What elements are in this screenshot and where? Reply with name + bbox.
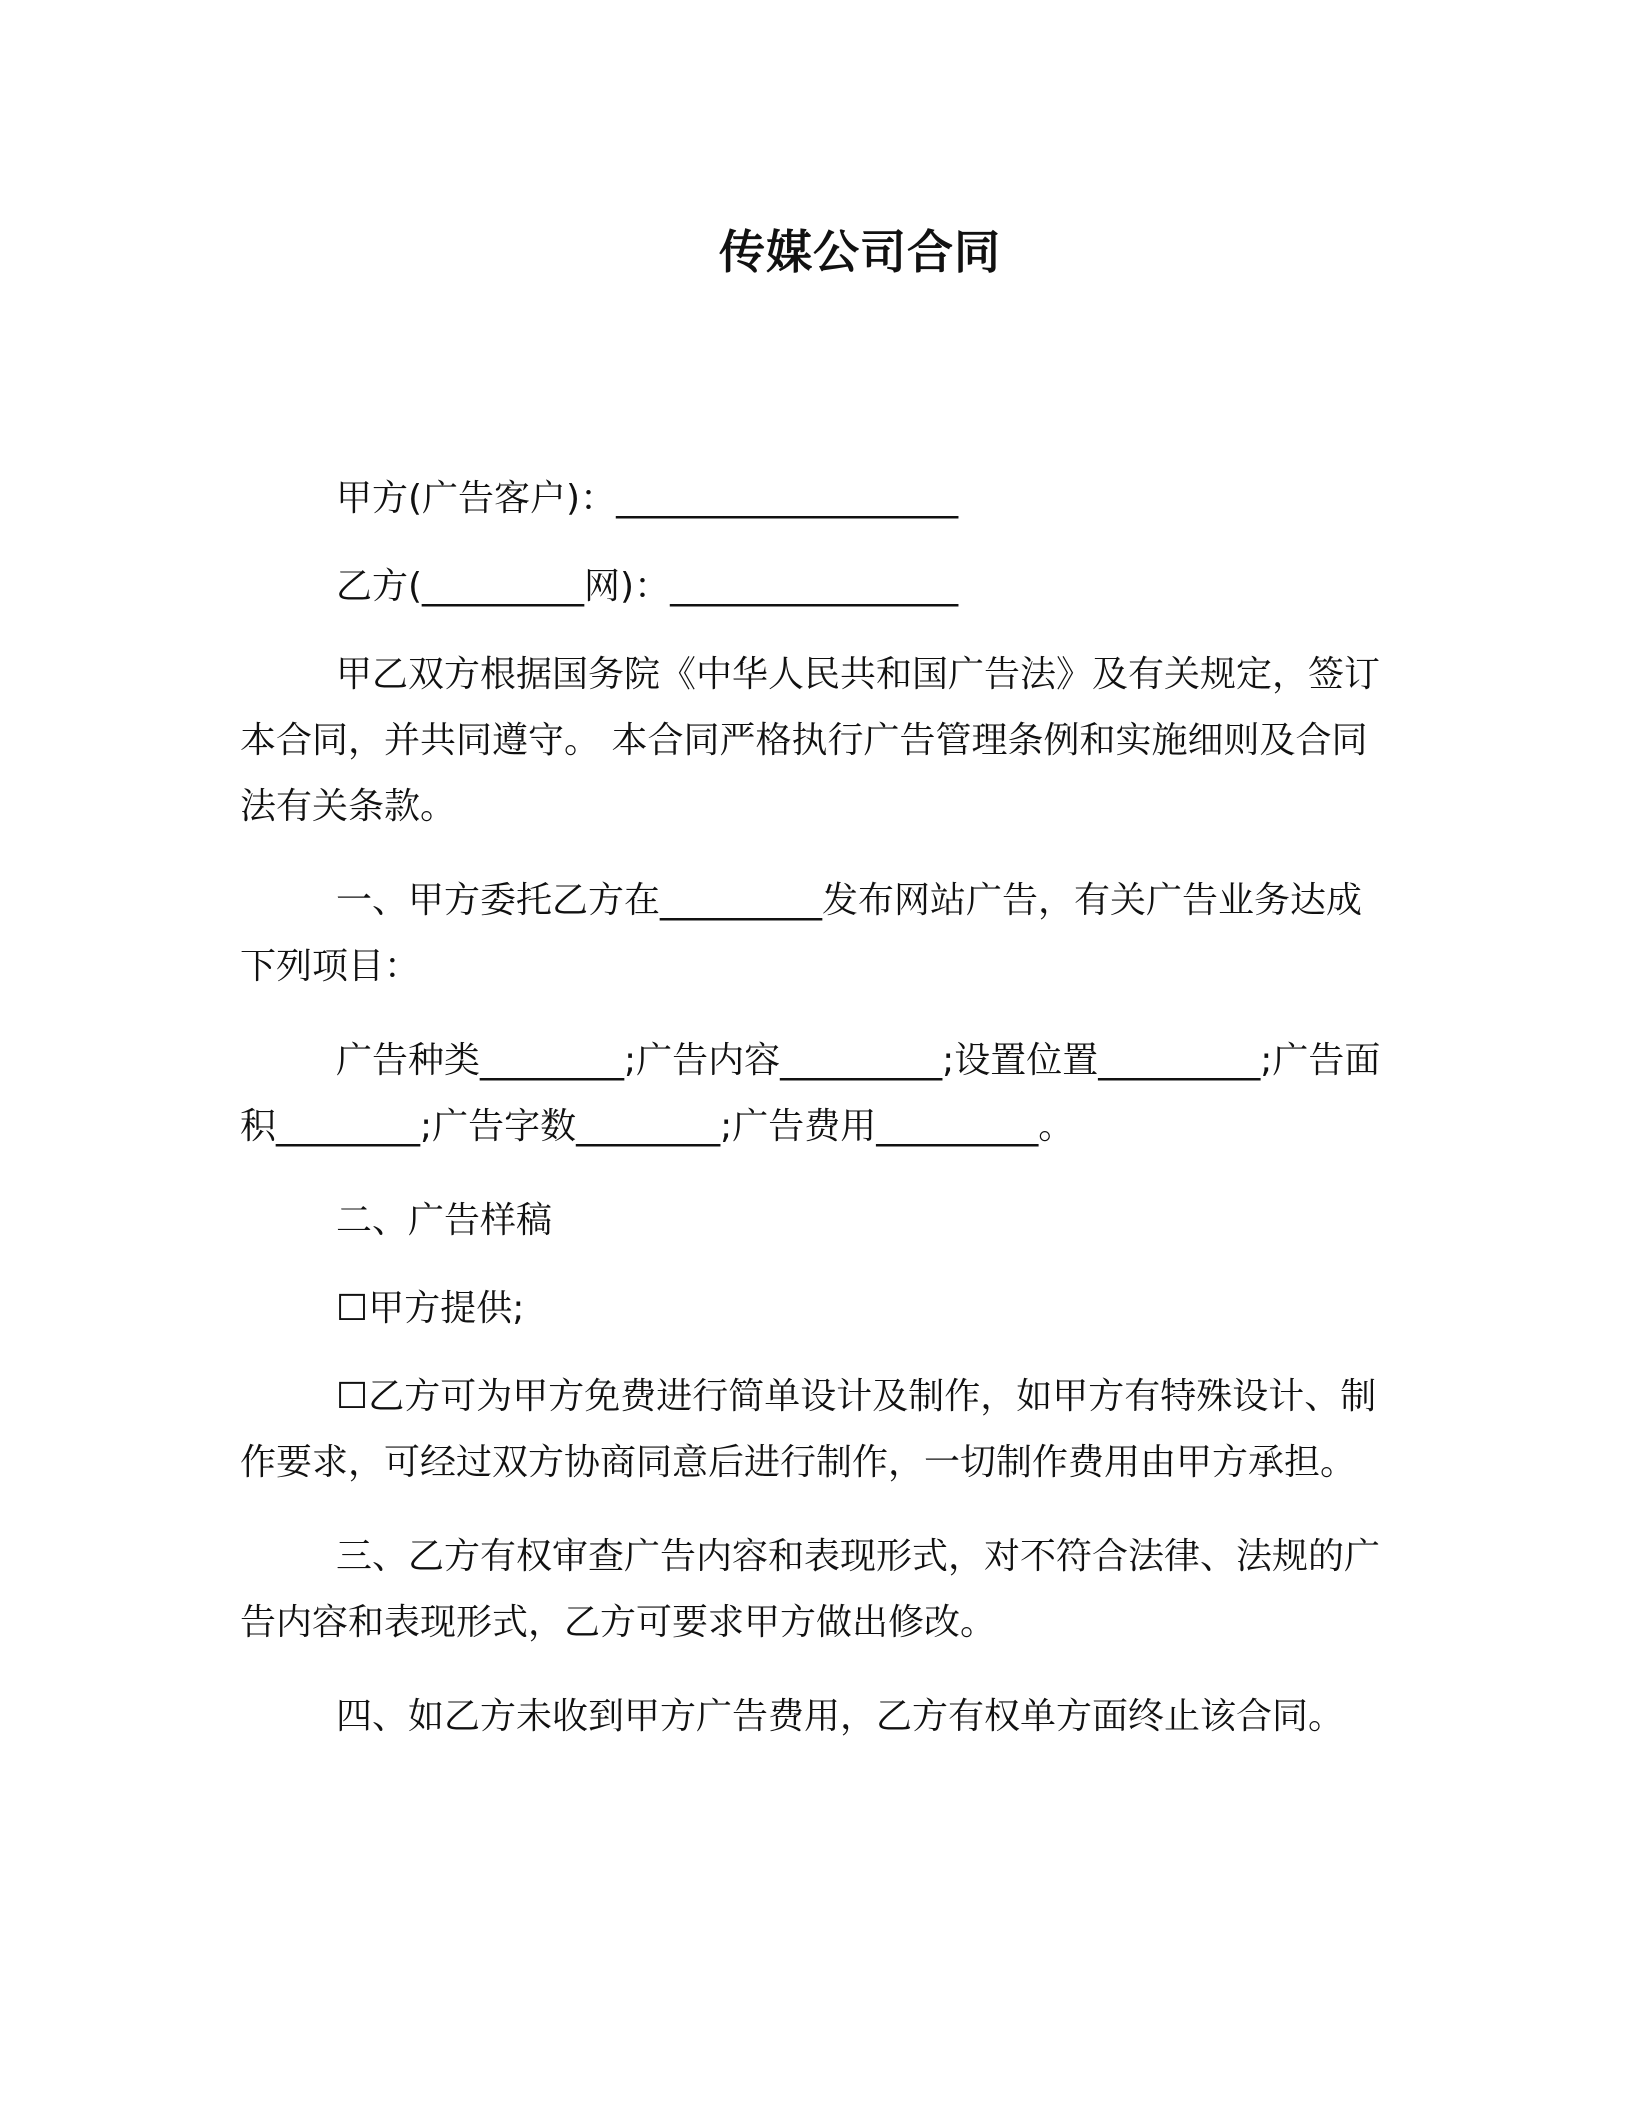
clause-3: 三、乙方有权审查广告内容和表现形式，对不符合法律、法规的广告内容和表现形式，乙方可要求甲方做出修改。 xyxy=(240,1536,1381,1643)
document-body xyxy=(240,466,1390,1778)
clause-1: 一、甲方委托乙方在_________发布网站广告，有关广告业务达成下列项目： xyxy=(240,880,1363,987)
clause-1-items: 广告种类________;广告内容_________;设置位置_________;广告面积________;广告字数________;广告费用_________。 xyxy=(240,1040,1381,1147)
clause-2-option-2: ☐乙方可为甲方免费进行简单设计及制作，如甲方有特殊设计、制作要求，可经过双方协商同意后进行制作，一切制作费用由甲方承担。 xyxy=(240,1376,1377,1483)
clause-2-heading: 二、广告样稿 xyxy=(336,1200,553,1241)
party-b-line: 乙方(_________网)：________________ xyxy=(336,566,959,607)
clause-2-option-1: ☐甲方提供; xyxy=(336,1288,525,1329)
clause-4: 四、如乙方未收到甲方广告费用，乙方有权单方面终止该合同。 xyxy=(336,1696,1345,1737)
intro-paragraph: 甲乙双方根据国务院《中华人民共和国广告法》及有关规定，签订本合同，并共同遵守。 本合同严格执行广告管理条例和实施细则及合同法有关条款。 xyxy=(240,654,1381,827)
document-title: 传媒公司合同 xyxy=(719,225,1001,279)
party-a-line: 甲方(广告客户)：___________________ xyxy=(336,478,959,519)
